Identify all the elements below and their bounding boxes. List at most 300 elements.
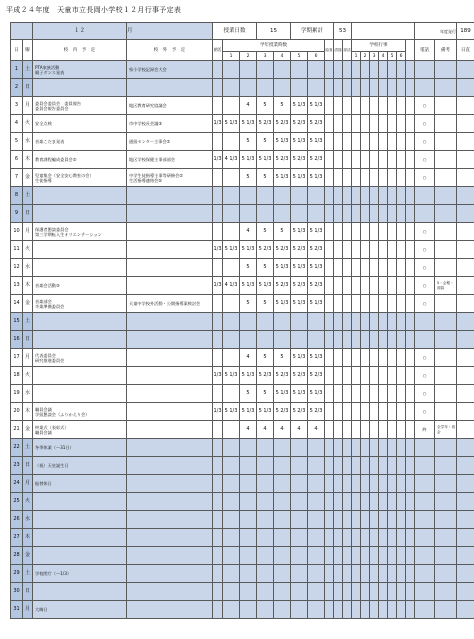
- special-cell: [388, 511, 397, 529]
- blank-cell: [343, 493, 352, 511]
- special-cell: [361, 349, 370, 367]
- grade-hours-cell: [257, 511, 274, 529]
- duty-cell: [457, 169, 474, 187]
- outside-event-cell: [127, 313, 213, 331]
- day-cell: 30: [11, 583, 23, 601]
- special-cell: [352, 169, 361, 187]
- grade-hours-cell: [240, 331, 257, 349]
- blank-cell: [334, 133, 343, 151]
- grade-hours-cell: 5 1/3: [257, 277, 274, 295]
- grade-hours-cell: 5: [274, 223, 291, 241]
- grade-hours-cell: 5 2/3: [291, 151, 308, 169]
- special-cell: [370, 583, 379, 601]
- school-event-cell: 音楽会活動③: [33, 277, 127, 295]
- day-cell: 5: [11, 133, 23, 151]
- weekday-cell: 日: [23, 205, 33, 223]
- outside-event-cell: [127, 349, 213, 367]
- outside-event-cell: [127, 475, 213, 493]
- blank-cell: [406, 493, 415, 511]
- special-cell: [397, 529, 406, 547]
- phone-mark-cell: ○: [415, 241, 435, 259]
- grade-hours-cell: [308, 313, 325, 331]
- phone-mark-cell: [415, 475, 435, 493]
- duty-cell: [457, 133, 474, 151]
- school-event-cell: （祝）天皇誕生日: [33, 457, 127, 475]
- grade-hours-cell: 5 1/3: [257, 151, 274, 169]
- grade-col: 4: [274, 52, 291, 61]
- special-cell: [361, 403, 370, 421]
- grade-hours-cell: 5 2/3: [308, 277, 325, 295]
- grade-hours-cell: [308, 511, 325, 529]
- special-cell: [397, 223, 406, 241]
- grade-hours-cell: 5 1/3: [291, 295, 308, 313]
- school-event-cell: 音楽部会 卒業準備委員会: [33, 295, 127, 313]
- special-cell: [370, 313, 379, 331]
- special-cell: [379, 151, 388, 169]
- day-cell: 25: [11, 493, 23, 511]
- weekday-cell: 日: [23, 79, 33, 97]
- notes-cell: [435, 205, 457, 223]
- grade-hours-cell: 4: [257, 421, 274, 439]
- special-cell: [370, 547, 379, 565]
- duty-cell: [457, 367, 474, 385]
- notes-cell: [435, 241, 457, 259]
- special-cell: [379, 493, 388, 511]
- day-cell: 3: [11, 97, 23, 115]
- blank-cell: [334, 331, 343, 349]
- morning-cell: 1/3: [213, 277, 223, 295]
- duty-cell: [457, 151, 474, 169]
- special-cell: [370, 61, 379, 79]
- grade-hours-cell: 4: [291, 421, 308, 439]
- grade-hours-cell: 5 1/3: [291, 223, 308, 241]
- grade-hours-cell: 5: [257, 349, 274, 367]
- blank-cell: [343, 223, 352, 241]
- duty-cell: [457, 349, 474, 367]
- grade-hours-cell: [274, 475, 291, 493]
- special-cell: [370, 259, 379, 277]
- special-cell: [388, 367, 397, 385]
- grade-hours-cell: 5 1/3: [308, 259, 325, 277]
- grade-hours-cell: [240, 79, 257, 97]
- special-cell: [352, 331, 361, 349]
- grade-hours-cell: [240, 565, 257, 583]
- special-cell: [397, 601, 406, 619]
- blank-cell: [343, 331, 352, 349]
- school-event-cell: [33, 259, 127, 277]
- weekday-cell: 火: [23, 367, 33, 385]
- outside-event-cell: [127, 565, 213, 583]
- blank-cell: [406, 277, 415, 295]
- blank-cell: [334, 349, 343, 367]
- special-cell: [370, 97, 379, 115]
- special-cell: [388, 547, 397, 565]
- blank-cell: [406, 205, 415, 223]
- grade-hours-cell: [223, 385, 240, 403]
- phone-mark-cell: [415, 601, 435, 619]
- grade-hours-cell: 5 2/3: [291, 277, 308, 295]
- grade-hours-cell: [308, 61, 325, 79]
- notes-cell: [435, 529, 457, 547]
- special-cell: [379, 583, 388, 601]
- grade-hours-cell: 5 1/3: [274, 133, 291, 151]
- grade-hours-cell: [240, 457, 257, 475]
- blank-cell: [343, 295, 352, 313]
- blank-cell: [325, 529, 334, 547]
- special-cell: [379, 601, 388, 619]
- grade-hours-cell: 5 1/3: [274, 169, 291, 187]
- blank-cell: [325, 187, 334, 205]
- special-cell: [397, 547, 406, 565]
- table-row: [11, 205, 474, 223]
- grade-hours-cell: 5 1/3: [240, 277, 257, 295]
- blank-cell: [325, 61, 334, 79]
- grade-hours-cell: 5 2/3: [308, 403, 325, 421]
- special-cell: [352, 457, 361, 475]
- blank-cell: [334, 115, 343, 133]
- blank-cell: [343, 439, 352, 457]
- school-event-cell: [33, 529, 127, 547]
- table-row: [11, 97, 474, 115]
- morning-cell: [213, 97, 223, 115]
- grade-hours-cell: [274, 331, 291, 349]
- blank-cell: [406, 223, 415, 241]
- school-event-cell: PTA家族活動 親子ダンス発表: [33, 61, 127, 79]
- phone-mark-cell: ○: [415, 403, 435, 421]
- special-cell: [379, 475, 388, 493]
- special-cell: [361, 475, 370, 493]
- school-event-cell: [33, 79, 127, 97]
- grade-hours-cell: [223, 547, 240, 565]
- col-outside-events: 校 外 予 定: [127, 40, 213, 61]
- table-row: [11, 133, 474, 151]
- grade-hours-cell: 4 1/3: [223, 277, 240, 295]
- grade-hours-cell: 5 2/3: [291, 115, 308, 133]
- blank-cell: [343, 601, 352, 619]
- notes-cell: [435, 403, 457, 421]
- grade-hours-cell: [274, 439, 291, 457]
- special-cell: [361, 151, 370, 169]
- phone-mark-cell: [415, 457, 435, 475]
- notes-cell: [435, 223, 457, 241]
- grade-hours-cell: [223, 601, 240, 619]
- outside-event-cell: [127, 205, 213, 223]
- table-row: [11, 151, 474, 169]
- special-cell: [370, 79, 379, 97]
- blank-cell: [406, 295, 415, 313]
- special-cell: [352, 133, 361, 151]
- day-cell: 27: [11, 529, 23, 547]
- special-cell: [397, 205, 406, 223]
- grade-hours-cell: [257, 313, 274, 331]
- outside-event-cell: [127, 457, 213, 475]
- special-cell: [388, 529, 397, 547]
- phone-mark-cell: ○: [415, 151, 435, 169]
- grade-hours-cell: [291, 313, 308, 331]
- special-cell: [352, 79, 361, 97]
- school-event-cell: 児童集会（安全安心教室の会） 生徒指導: [33, 169, 127, 187]
- grade-hours-cell: [223, 511, 240, 529]
- grade-hours-cell: 5: [240, 259, 257, 277]
- special-cell: [370, 367, 379, 385]
- outside-event-cell: [127, 421, 213, 439]
- blank-cell: [343, 421, 352, 439]
- morning-cell: [213, 61, 223, 79]
- blank-cell: [406, 511, 415, 529]
- morning-cell: [213, 475, 223, 493]
- blank-cell: [406, 133, 415, 151]
- weekday-cell: 木: [23, 529, 33, 547]
- grade-hours-cell: [257, 493, 274, 511]
- special-cell: [352, 475, 361, 493]
- grade-hours-cell: 4 1/3: [223, 151, 240, 169]
- phone-mark-cell: ○: [415, 223, 435, 241]
- outside-event-cell: 市中学校長会議③: [127, 115, 213, 133]
- outside-event-cell: [127, 493, 213, 511]
- blank-cell: [343, 187, 352, 205]
- blank-cell: [334, 151, 343, 169]
- weekday-cell: 水: [23, 259, 33, 277]
- special-cell: [379, 79, 388, 97]
- school-event-cell: [33, 385, 127, 403]
- duty-cell: [457, 601, 474, 619]
- notes-cell: [435, 547, 457, 565]
- outside-event-cell: [127, 547, 213, 565]
- table-row: [11, 115, 474, 133]
- morning-cell: [213, 313, 223, 331]
- special-cell: [379, 313, 388, 331]
- grade-hours-cell: [257, 565, 274, 583]
- outside-event-cell: [127, 367, 213, 385]
- special-cell: [352, 187, 361, 205]
- grade-hours-cell: [257, 331, 274, 349]
- special-cell: [370, 511, 379, 529]
- table-row: [11, 331, 474, 349]
- special-cell: [379, 259, 388, 277]
- grade-hours-cell: 5: [257, 295, 274, 313]
- grade-hours-cell: [223, 295, 240, 313]
- special-cell: [370, 277, 379, 295]
- grade-hours-cell: 5 2/3: [257, 367, 274, 385]
- school-event-cell: [33, 187, 127, 205]
- special-cell: [361, 547, 370, 565]
- special-cell: [352, 115, 361, 133]
- notes-cell: [435, 565, 457, 583]
- day-cell: 24: [11, 475, 23, 493]
- grade-hours-cell: [257, 475, 274, 493]
- blank-cell: [325, 475, 334, 493]
- grade-hours-cell: 5 1/3: [308, 295, 325, 313]
- grade-hours-cell: 5 1/3: [308, 223, 325, 241]
- blank-cell: [343, 583, 352, 601]
- duty-cell: [457, 511, 474, 529]
- school-event-cell: [33, 205, 127, 223]
- special-col: 2: [361, 52, 370, 61]
- blank-cell: [343, 475, 352, 493]
- grade-hours-cell: [257, 601, 274, 619]
- grade-hours-cell: 5: [240, 385, 257, 403]
- grade-hours-cell: [291, 61, 308, 79]
- special-cell: [361, 511, 370, 529]
- blank-cell: [343, 367, 352, 385]
- grade-hours-cell: [291, 547, 308, 565]
- school-event-cell: 音楽こだま発表: [33, 133, 127, 151]
- blank-cell: [343, 241, 352, 259]
- special-cell: [352, 313, 361, 331]
- blank-cell: [343, 79, 352, 97]
- special-cell: [397, 349, 406, 367]
- table-row: [11, 583, 474, 601]
- special-cell: [361, 295, 370, 313]
- grade-hours-cell: 5 1/3: [274, 295, 291, 313]
- special-cell: [388, 493, 397, 511]
- grade-hours-cell: [240, 583, 257, 601]
- duty-cell: [457, 79, 474, 97]
- duty-cell: [457, 295, 474, 313]
- outside-event-cell: [127, 583, 213, 601]
- blank-cell: [325, 583, 334, 601]
- grade-hours-cell: [240, 475, 257, 493]
- special-cell: [397, 187, 406, 205]
- weekday-cell: 月: [23, 475, 33, 493]
- special-col: 3: [370, 52, 379, 61]
- blank-cell: [325, 439, 334, 457]
- weekday-cell: 月: [23, 223, 33, 241]
- duty-cell: [457, 493, 474, 511]
- special-cell: [397, 61, 406, 79]
- special-cell: [361, 277, 370, 295]
- notes-cell: [435, 511, 457, 529]
- notes-cell: [435, 331, 457, 349]
- blank-cell: [325, 223, 334, 241]
- grade-hours-cell: [308, 601, 325, 619]
- morning-cell: [213, 439, 223, 457]
- special-cell: [352, 493, 361, 511]
- special-cell: [352, 241, 361, 259]
- special-cell: [361, 187, 370, 205]
- grade-hours-cell: [291, 439, 308, 457]
- special-cell: [370, 439, 379, 457]
- morning-cell: [213, 385, 223, 403]
- grade-hours-cell: 5 1/3: [240, 403, 257, 421]
- phone-mark-cell: [415, 439, 435, 457]
- grade-hours-cell: 5 2/3: [308, 115, 325, 133]
- grade-hours-cell: [308, 187, 325, 205]
- grade-hours-cell: [291, 205, 308, 223]
- special-cell: [352, 97, 361, 115]
- special-cell: [361, 61, 370, 79]
- special-cell: [397, 457, 406, 475]
- duty-cell: [457, 529, 474, 547]
- grade-hours-cell: [291, 331, 308, 349]
- blank-cell: [325, 97, 334, 115]
- special-cell: [388, 115, 397, 133]
- special-cell: [352, 547, 361, 565]
- special-cell: [370, 133, 379, 151]
- grade-hours-cell: 4: [240, 421, 257, 439]
- outside-event-cell: [127, 403, 213, 421]
- phone-mark-cell: [415, 331, 435, 349]
- school-event-cell: 学校閉庁（〜1/3）: [33, 565, 127, 583]
- grade-hours-cell: 5 2/3: [274, 151, 291, 169]
- special-cell: [388, 151, 397, 169]
- blank-cell: [334, 259, 343, 277]
- school-event-cell: [33, 331, 127, 349]
- col-day: 日: [11, 40, 23, 61]
- grade-hours-cell: 5 1/3: [257, 403, 274, 421]
- special-cell: [379, 61, 388, 79]
- grade-hours-cell: [223, 457, 240, 475]
- weekday-cell: 金: [23, 169, 33, 187]
- grade-hours-cell: [291, 187, 308, 205]
- notes-cell: [435, 367, 457, 385]
- blank-cell: [334, 511, 343, 529]
- blank-cell: [406, 457, 415, 475]
- grade-hours-cell: 5 1/3: [274, 259, 291, 277]
- grade-hours-cell: 5: [274, 97, 291, 115]
- blank-cell: [334, 403, 343, 421]
- special-cell: [370, 241, 379, 259]
- special-cell: [388, 295, 397, 313]
- grade-col: 5: [291, 52, 308, 61]
- table-row: [11, 367, 474, 385]
- weekday-cell: 金: [23, 421, 33, 439]
- morning-cell: [213, 601, 223, 619]
- grade-hours-cell: 5 2/3: [257, 241, 274, 259]
- grade-hours-cell: [274, 313, 291, 331]
- grade-col: 6: [308, 52, 325, 61]
- duty-cell: [457, 385, 474, 403]
- school-event-cell: [33, 547, 127, 565]
- special-cell: [379, 187, 388, 205]
- outside-event-cell: [127, 259, 213, 277]
- col-duty: 日直: [457, 40, 474, 61]
- grade-hours-cell: [223, 223, 240, 241]
- weekday-cell: 金: [23, 547, 33, 565]
- notes-cell: [435, 457, 457, 475]
- duty-cell: [457, 187, 474, 205]
- blank-cell: [334, 547, 343, 565]
- special-cell: [379, 331, 388, 349]
- grade-hours-cell: [308, 529, 325, 547]
- grade-hours-cell: 5 2/3: [291, 241, 308, 259]
- special-cell: [388, 349, 397, 367]
- grade-hours-cell: 4: [274, 421, 291, 439]
- duty-cell: [457, 97, 474, 115]
- grade-hours-cell: [308, 565, 325, 583]
- school-event-cell: [33, 241, 127, 259]
- blank-cell: [334, 169, 343, 187]
- col-phone: 電話: [415, 40, 435, 61]
- special-cell: [352, 259, 361, 277]
- outside-event-cell: [127, 277, 213, 295]
- weekday-cell: 土: [23, 565, 33, 583]
- day-cell: 29: [11, 565, 23, 583]
- day-cell: 11: [11, 241, 23, 259]
- blank-cell: [343, 565, 352, 583]
- special-cell: [352, 511, 361, 529]
- notes-cell: [435, 79, 457, 97]
- morning-cell: [213, 79, 223, 97]
- special-cell: [388, 403, 397, 421]
- morning-cell: [213, 421, 223, 439]
- outside-event-cell: [127, 385, 213, 403]
- special-col: 6: [397, 52, 406, 61]
- grade-hours-cell: 5 2/3: [308, 151, 325, 169]
- grade-hours-cell: [291, 565, 308, 583]
- day-cell: 6: [11, 151, 23, 169]
- table-row: [11, 79, 474, 97]
